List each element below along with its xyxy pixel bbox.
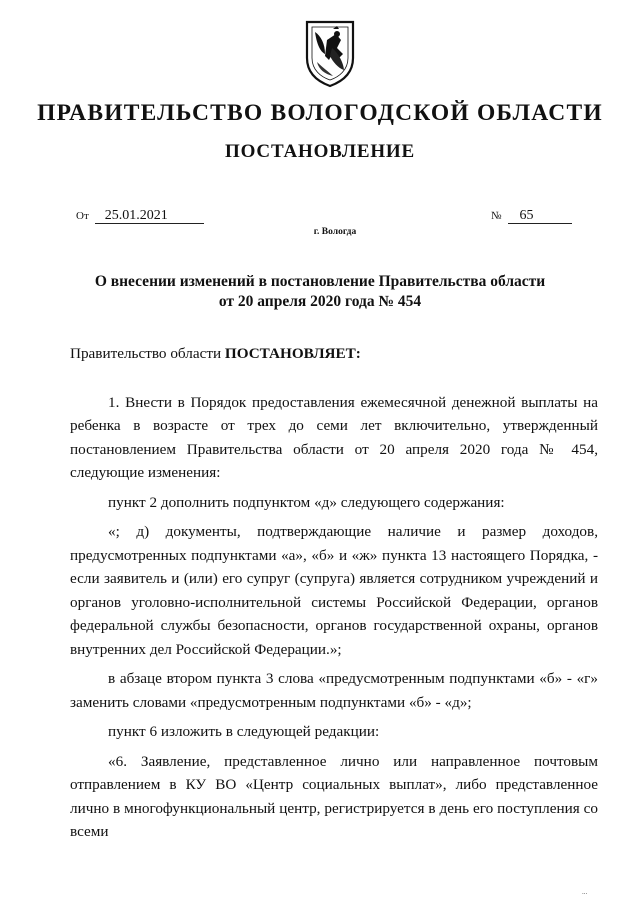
date-value: 25.01.2021 (95, 208, 204, 224)
paragraph-6: «6. Заявление, представленное лично или направленное почтовым отправлением в КУ ВО «Центр социальных выплат», либо представленное лично в многофункциональный центр, регистрируется в день его поступления со всеми (70, 752, 598, 840)
paragraph-2: пункт 2 дополнить подпунктом «д» следующего содержания: (108, 493, 505, 511)
paragraph-3: «; д) документы, подтверждающие наличие и размер доходов, предусмотренных подпунктами «а», «б» и «ж» пункта 13 настоящего Порядка, - если заявитель и (или) его супруг (супруга) является сотрудником учреждений и органов уголовно-исполнительной системы Российской Федерации, органов федеральной службы безопасности, органов государственной охраны, органов внутренних дел Российской Федерации.»; (70, 523, 598, 658)
document-type: ПОСТАНОВЛЕНИЕ (225, 141, 415, 162)
government-title: ПРАВИТЕЛЬСТВО ВОЛОГОДСКОЙ ОБЛАСТИ (37, 100, 603, 126)
resolves-prefix: Правительство области (70, 345, 225, 362)
paragraph-4: в абзаце втором пункта 3 слова «предусмотренным подпунктами «б» - «г» заменить словами «предусмотренным подпунктами «б» - «д»; (70, 670, 598, 711)
number-label: № (491, 210, 502, 222)
paragraph-1: 1. Внести в Порядок предоставления ежемесячной денежной выплаты на ребенка в возрасте от трех до семи лет включительно, утвержденный постановлением Правительства области от 20 апреля 2020 года № 454, следующие изменения: (70, 393, 598, 481)
subject-line-1: О внесении изменений в постановление Правительства области (94, 273, 546, 290)
resolves-line (70, 342, 598, 366)
number-value: 65 (508, 208, 572, 224)
scan-mark: ... (582, 888, 588, 896)
resolves-word: ПОСТАНОВЛЯЕТ: (224, 345, 361, 362)
vologda-coat-of-arms-icon (303, 18, 357, 88)
city-name: г. Вологда (313, 227, 357, 237)
subject-line-2: от 20 апреля 2020 года № 454 (218, 293, 422, 310)
document-number (491, 207, 572, 224)
document-subject (60, 272, 580, 312)
document-date (76, 207, 204, 224)
date-label: От (76, 210, 89, 222)
document-body (70, 342, 598, 844)
paragraph-5: пункт 6 изложить в следующей редакции: (108, 723, 380, 740)
